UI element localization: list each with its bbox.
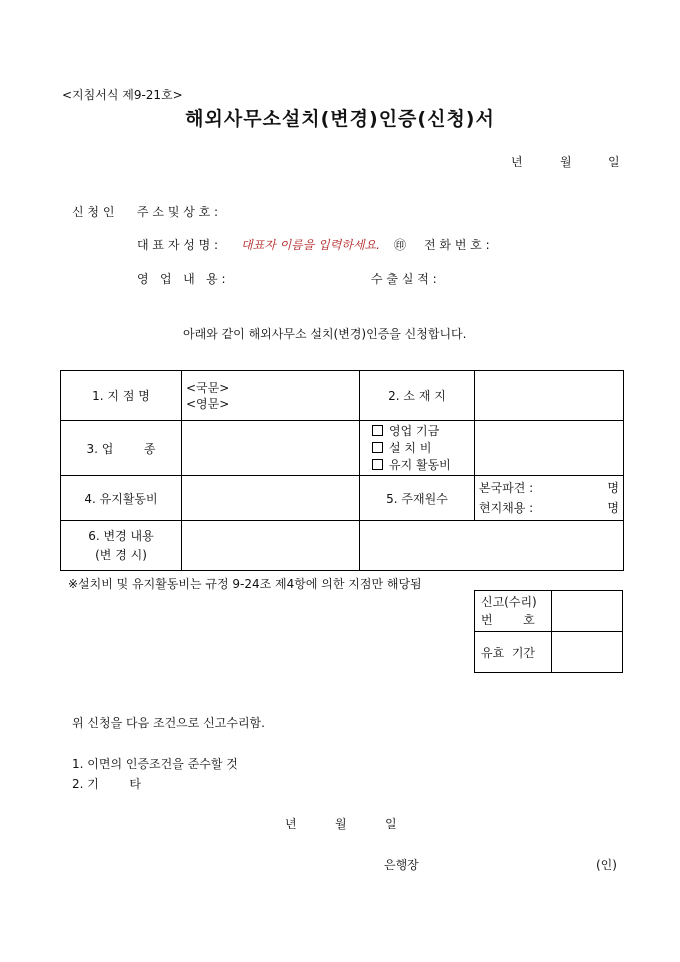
maintenance-label: 4. 유지활동비 [61,476,182,521]
valid-period-label: 유효 기간 [475,632,552,673]
request-sentence: 아래와 같이 해외사무소 설치(변경)인증을 신청합니다. [183,327,467,341]
document-title: 해외사무소설치(변경)인증(신청)서 [185,108,495,130]
english-name-label: <영문> [186,396,230,411]
date-month: 월 [335,817,347,831]
checkbox-install-cost[interactable]: 설 치 비 [372,440,470,457]
industry-label: 3. 업 종 [61,421,182,476]
table-row [61,521,624,571]
table-row [61,476,624,521]
address-label: 주 소 및 상 호 : [137,205,219,219]
checkbox-icon [372,442,383,453]
maintenance-cell[interactable] [182,476,360,521]
seal-mark: ㊞ [394,238,407,252]
export-label: 수 출 실 적 : [371,272,437,286]
fund-checklist [360,421,475,476]
date-month: 월 [560,155,572,169]
application-table [60,370,624,571]
dispatch-label: 본국파견 : [479,481,534,495]
valid-period-cell[interactable] [552,632,623,673]
applicant-label: 신 청 인 [72,205,115,219]
industry-cell[interactable] [182,421,360,476]
date-day: 일 [385,817,397,831]
phone-label: 전 화 번 호 : [424,238,490,252]
date-day: 일 [608,155,620,169]
checkbox-maintenance[interactable]: 유지 활동비 [372,457,470,474]
staff-label: 5. 주재원수 [360,476,475,521]
checkbox-business-fund[interactable]: 영업 기금 [372,423,470,440]
table-row [61,421,624,476]
report-no-cell[interactable] [552,591,623,632]
local-unit[interactable]: 명 [607,501,619,515]
bank-head-label: 은행장 [384,858,419,872]
rep-name-input[interactable]: 대표자 이름을 입력하세요. [241,238,380,252]
location-label: 2. 소 재 지 [360,371,475,421]
staff-cell [475,476,624,521]
korean-name-label: <국문> [186,380,230,395]
location-cell[interactable] [475,371,624,421]
acceptance-text: 위 신청을 다음 조건으로 신고수리함. [72,716,265,730]
date-year: 년 [285,817,297,831]
change-cell-2[interactable] [360,521,624,571]
bank-seal: (인) [596,858,617,872]
condition-1: 1. 이면의 인증조건을 준수할 것 [72,757,238,771]
form-number: <지침서식 제9-21호> [62,88,183,102]
checkbox-icon [372,425,383,436]
report-no-label: 신고(수리) 번 호 [475,591,552,632]
report-table [474,590,623,673]
business-label: 영 업 내 용 : [137,272,226,286]
table-row [475,632,623,673]
table-row [61,371,624,421]
branch-name-cell[interactable] [182,371,360,421]
table-row [475,591,623,632]
change-cell-1[interactable] [182,521,360,571]
fund-amount-cell[interactable] [475,421,624,476]
branch-name-label: 1. 지 점 명 [61,371,182,421]
date-year: 년 [511,155,523,169]
rep-name-label: 대 표 자 성 명 : [137,238,219,252]
note-text: ※설치비 및 유지활동비는 규정 9-24조 제4항에 의한 지점만 해당됨 [68,577,422,591]
condition-2: 2. 기 타 [72,777,141,791]
checkbox-icon [372,459,383,470]
change-label: 6. 변경 내용 (변 경 시) [61,521,182,571]
local-label: 현지채용 : [479,501,534,515]
dispatch-unit[interactable]: 명 [607,481,619,495]
